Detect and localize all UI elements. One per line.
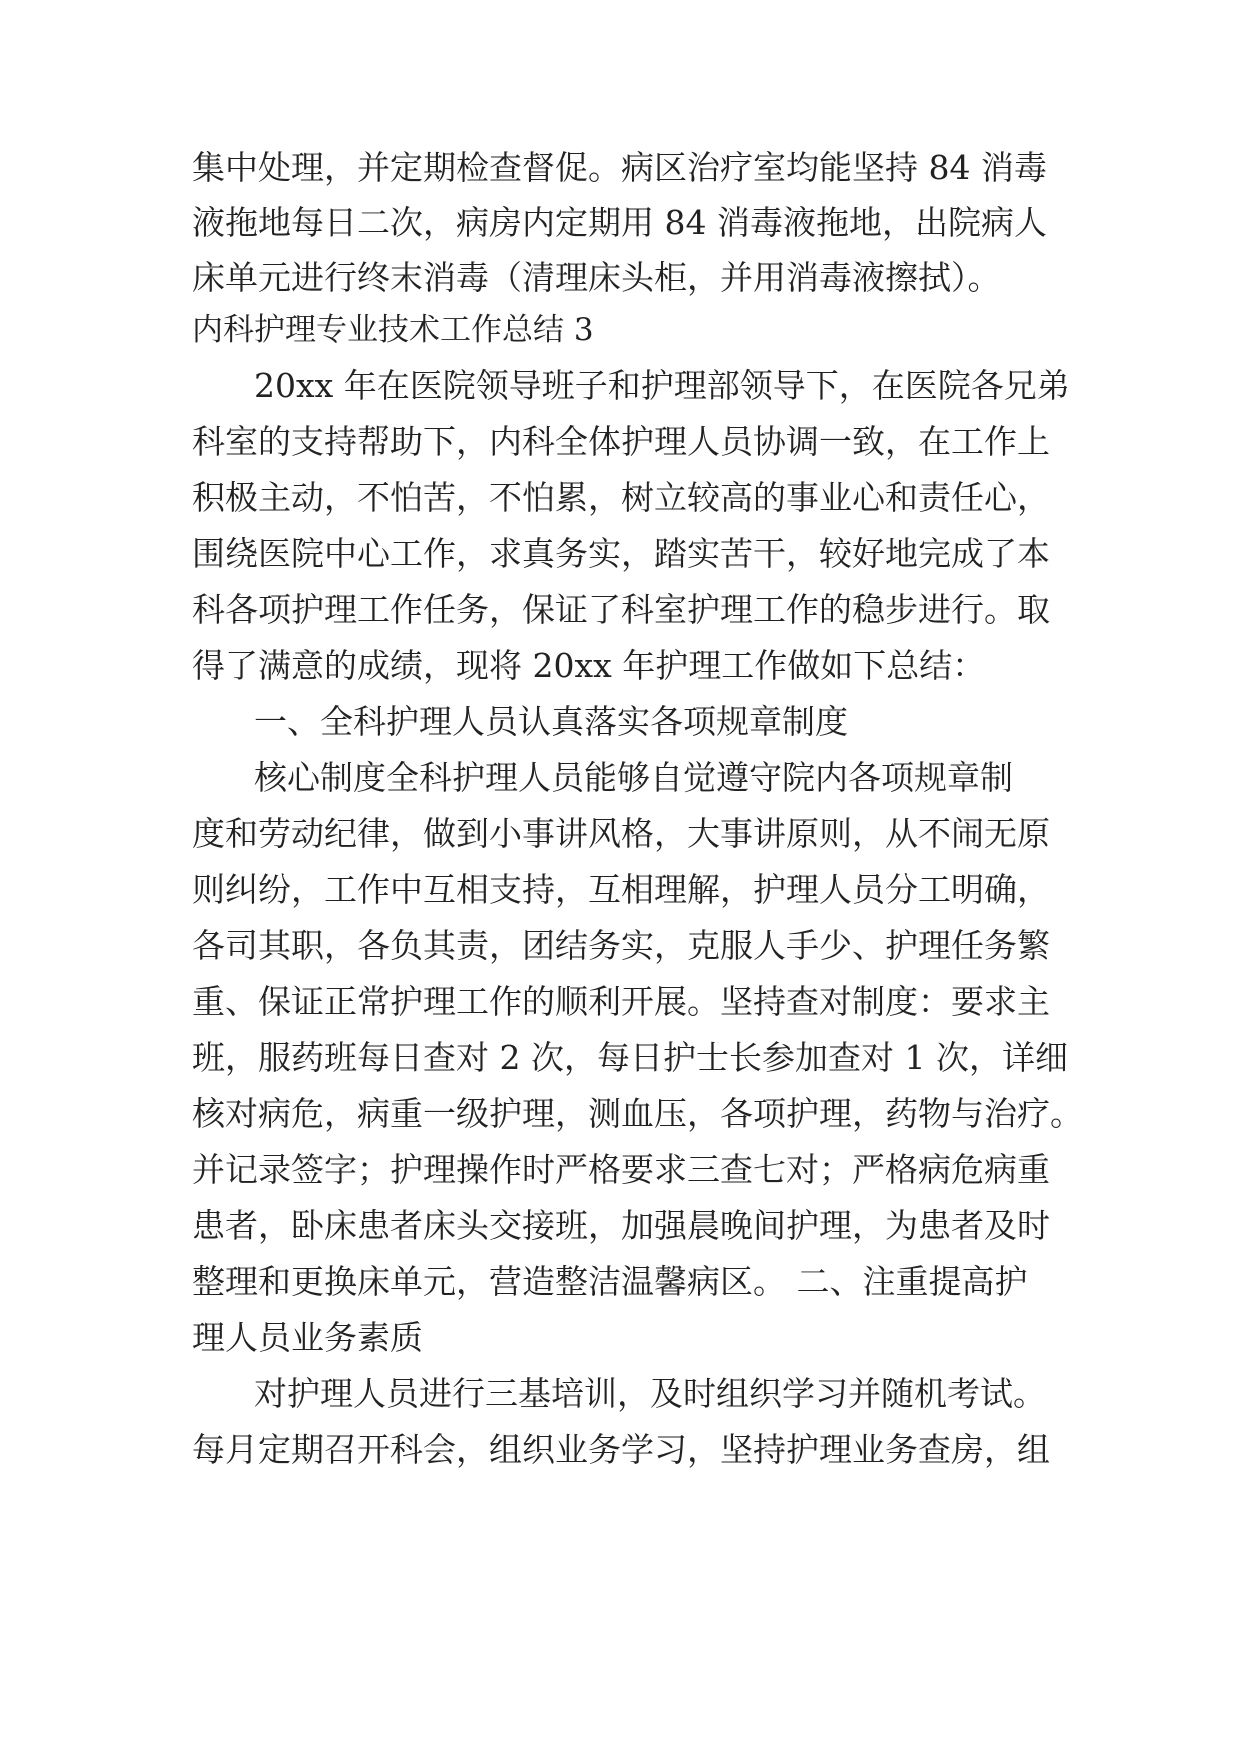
text-line: 核对病危，病重一级护理，测血压，各项护理，药物与治疗。 [192,1094,1083,1133]
subsection-heading: 一、全科护理人员认真落实各项规章制度 [254,702,848,741]
text-line: 班，服药班每日查对 2 次，每日护士长参加查对 1 次，详细 [192,1038,1068,1077]
text-line: 床单元进行终末消毒（清理床头柜，并用消毒液擦拭）。 [192,258,1001,297]
text-line: 液拖地每日二次，病房内定期用 84 消毒液拖地，出院病人 [192,203,1047,242]
section-title: 内科护理专业技术工作总结 3 [192,312,594,348]
paragraph-first-line: 核心制度全科护理人员能够自觉遵守院内各项规章制 [254,758,1013,797]
text-line: 围绕医院中心工作，求真务实，踏实苦干，较好地完成了本 [192,534,1050,573]
text-line: 则纠纷，工作中互相支持，互相理解，护理人员分工明确， [192,870,1050,909]
text-line: 每月定期召开科会，组织业务学习，坚持护理业务查房，组 [192,1430,1050,1469]
text-line: 患者，卧床患者床头交接班，加强晨晚间护理，为患者及时 [192,1206,1050,1245]
text-line: 重、保证正常护理工作的顺利开展。坚持查对制度：要求主 [192,982,1050,1021]
text-line: 理人员业务素质 [192,1318,423,1357]
text-line: 度和劳动纪律，做到小事讲风格，大事讲原则，从不闹无原 [192,814,1050,853]
text-line: 得了满意的成绩，现将 20xx 年护理工作做如下总结： [192,646,986,685]
paragraph-first-line: 对护理人员进行三基培训，及时组织学习并随机考试。 [254,1374,1046,1413]
text-line: 各司其职，各负其责，团结务实，克服人手少、护理任务繁 [192,926,1050,965]
text-line: 整理和更换床单元，营造整洁温馨病区。 二、注重提高护 [192,1262,1028,1301]
text-line: 科各项护理工作任务，保证了科室护理工作的稳步进行。取 [192,590,1050,629]
text-line: 积极主动，不怕苦，不怕累，树立较高的事业心和责任心， [192,478,1050,517]
text-line: 科室的支持帮助下，内科全体护理人员协调一致，在工作上 [192,422,1050,461]
text-line: 并记录签字；护理操作时严格要求三查七对；严格病危病重 [192,1150,1050,1189]
text-line: 集中处理，并定期检查督促。病区治疗室均能坚持 84 消毒 [192,148,1047,187]
paragraph-first-line: 20xx 年在医院领导班子和护理部领导下，在医院各兄弟 [254,366,1070,405]
